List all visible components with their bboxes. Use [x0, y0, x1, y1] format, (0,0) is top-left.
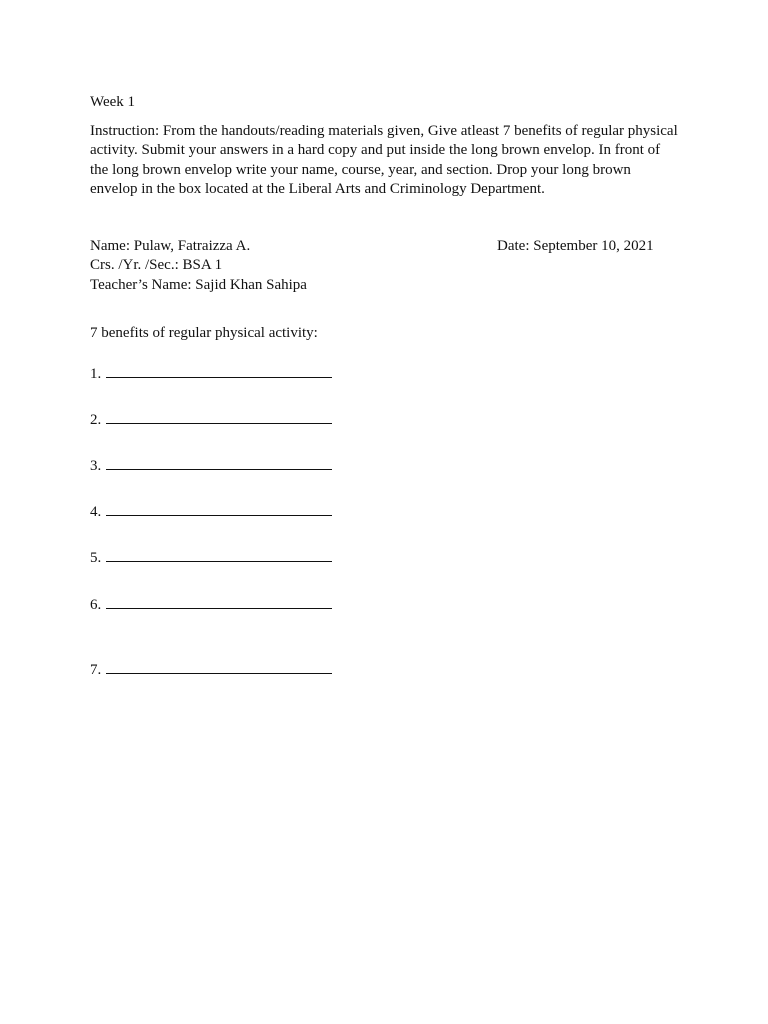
- answer-line-5: [90, 547, 332, 568]
- answer-blank[interactable]: [106, 547, 332, 562]
- answer-blank[interactable]: [106, 659, 332, 674]
- item-number: 6.: [90, 597, 102, 613]
- answer-line-7: [90, 659, 332, 680]
- item-number: 1.: [90, 366, 102, 382]
- answer-blank[interactable]: [106, 594, 332, 609]
- item-number: 2.: [90, 412, 102, 428]
- answer-blank[interactable]: [106, 501, 332, 516]
- student-name: Name: Pulaw, Fatraizza A.: [90, 238, 251, 254]
- answer-line-6: [90, 594, 332, 615]
- item-number: 7.: [90, 662, 102, 678]
- answer-blank[interactable]: [106, 455, 332, 470]
- course-year-section: Crs. /Yr. /Sec.: BSA 1: [90, 257, 223, 273]
- answer-line-4: [90, 501, 332, 522]
- week-label: Week 1: [90, 94, 136, 110]
- benefits-heading: 7 benefits of regular physical activity:: [90, 325, 318, 341]
- answer-line-2: [90, 409, 332, 430]
- instruction-paragraph: Instruction: From the handouts/reading materials given, Give atleast 7 benefits of regular physical activity. Submit your answers in a hard copy and put inside the long brown envelop. In front of the long brown envelop write your name, course, year, and section. Drop your long brown envelop in the box located at the Liberal Arts and Criminology Department.: [90, 123, 678, 197]
- answer-blank[interactable]: [106, 409, 332, 424]
- submission-date: Date: September 10, 2021: [497, 238, 654, 254]
- item-number: 3.: [90, 458, 102, 474]
- item-number: 4.: [90, 504, 102, 520]
- answer-blank[interactable]: [106, 363, 332, 378]
- answer-line-1: [90, 363, 332, 384]
- teacher-name: Teacher’s Name: Sajid Khan Sahipa: [90, 277, 307, 293]
- answer-line-3: [90, 455, 332, 476]
- item-number: 5.: [90, 550, 102, 566]
